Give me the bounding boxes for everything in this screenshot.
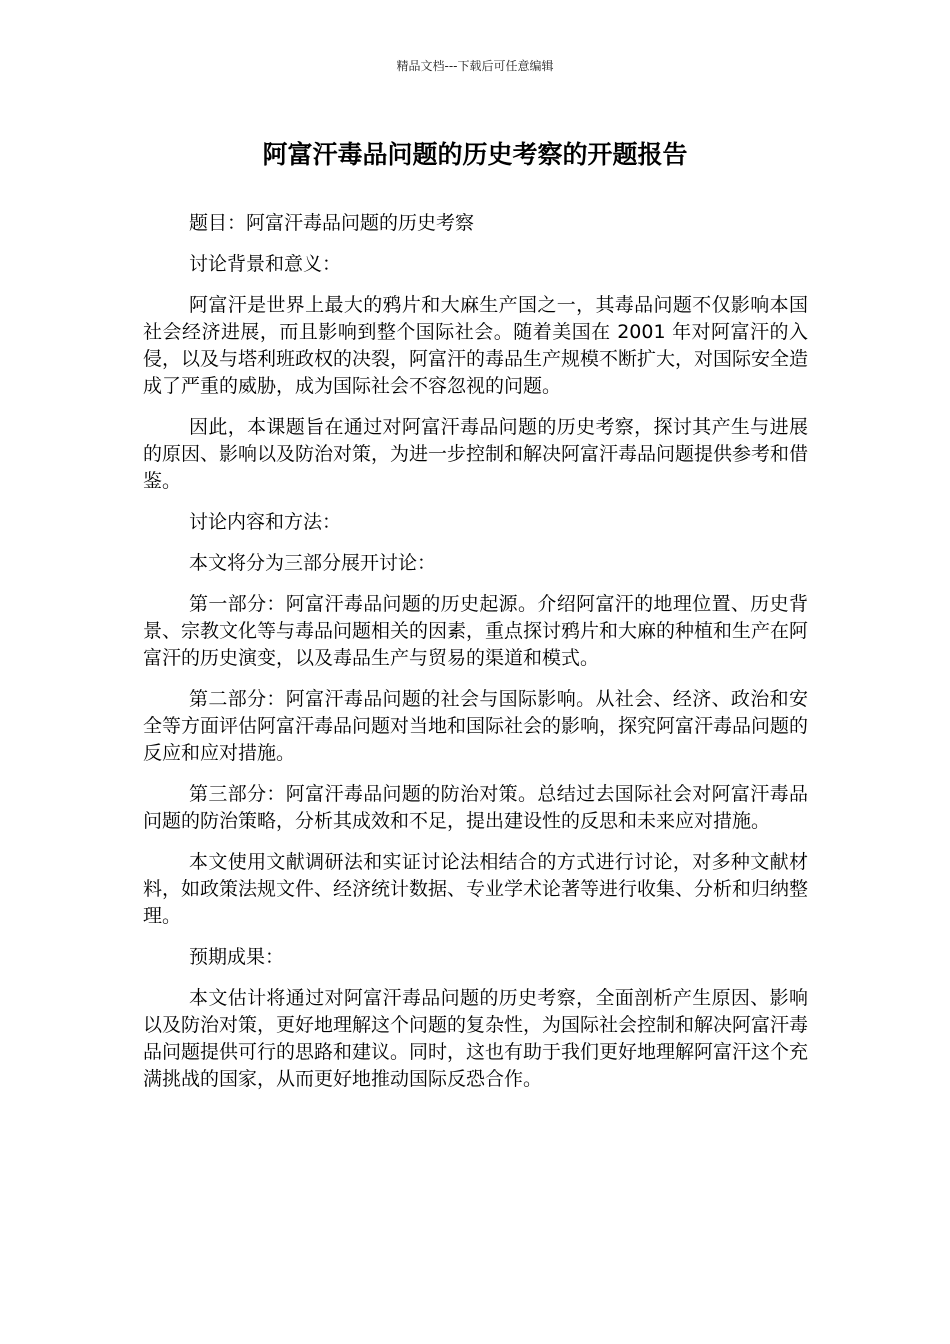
paragraph-purpose: 因此，本课题旨在通过对阿富汗毒品问题的历史考察，探讨其产生与进展的原因、影响以及防治对策，为进一步控制和解决阿富汗毒品问题提供参考和借鉴。 — [143, 416, 809, 492]
section-heading-background: 讨论背景和意义： — [189, 253, 342, 275]
paragraph-part-two: 第二部分：阿富汗毒品问题的社会与国际影响。从社会、经济、政治和安全等方面评估阿富汗毒品问题对当地和国际社会的影响，探究阿富汗毒品问题的反应和应对措施。 — [143, 688, 809, 764]
paragraph-part-one: 第一部分：阿富汗毒品问题的历史起源。介绍阿富汗的地理位置、历史背景、宗教文化等与毒品问题相关的因素，重点探讨鸦片和大麻的种植和生产在阿富汗的历史演变，以及毒品生产与贸易的渠道和模式。 — [143, 593, 809, 669]
paragraph-method: 本文使用文献调研法和实证讨论法相结合的方式进行讨论，对多种文献材料，如政策法规文件、经济统计数据、专业学术论著等进行收集、分析和归纳整理。 — [143, 851, 809, 927]
paragraph-part-three: 第三部分：阿富汗毒品问题的防治对策。总结过去国际社会对阿富汗毒品问题的防治策略，分析其成效和不足，提出建设性的反思和未来应对措施。 — [143, 783, 808, 832]
paragraph-structure-intro: 本文将分为三部分展开讨论： — [189, 552, 437, 574]
document-body — [143, 210, 808, 1107]
section-heading-content-method: 讨论内容和方法： — [189, 511, 342, 533]
paragraph-expected-results: 本文估计将通过对阿富汗毒品问题的历史考察，全面剖析产生原因、影响以及防治对策，更好地理解这个问题的复杂性，为国际社会控制和解决阿富汗毒品问题提供可行的思路和建议。同时，这也有助于我们更好地理解阿富汗这个充满挑战的国家，从而更好地推动国际反恐合作。 — [143, 987, 809, 1090]
header-note: 精品文档---下载后可任意编辑 — [396, 59, 554, 73]
paragraph-background: 阿富汗是世界上最大的鸦片和大麻生产国之一，其毒品问题不仅影响本国社会经济进展，而且影响到整个国际社会。随着美国在 2001 年对阿富汗的入侵，以及与塔利班政权的决裂，阿富汗的毒品生产规模不断扩大，对国际安全造成了严重的威胁，成为国际社会不容忽视的问题。 — [143, 294, 809, 397]
document-title: 阿富汗毒品问题的历史考察的开题报告 — [262, 140, 688, 169]
section-heading-expected-results: 预期成果： — [189, 946, 285, 968]
topic-line: 题目：阿富汗毒品问题的历史考察 — [189, 212, 475, 234]
